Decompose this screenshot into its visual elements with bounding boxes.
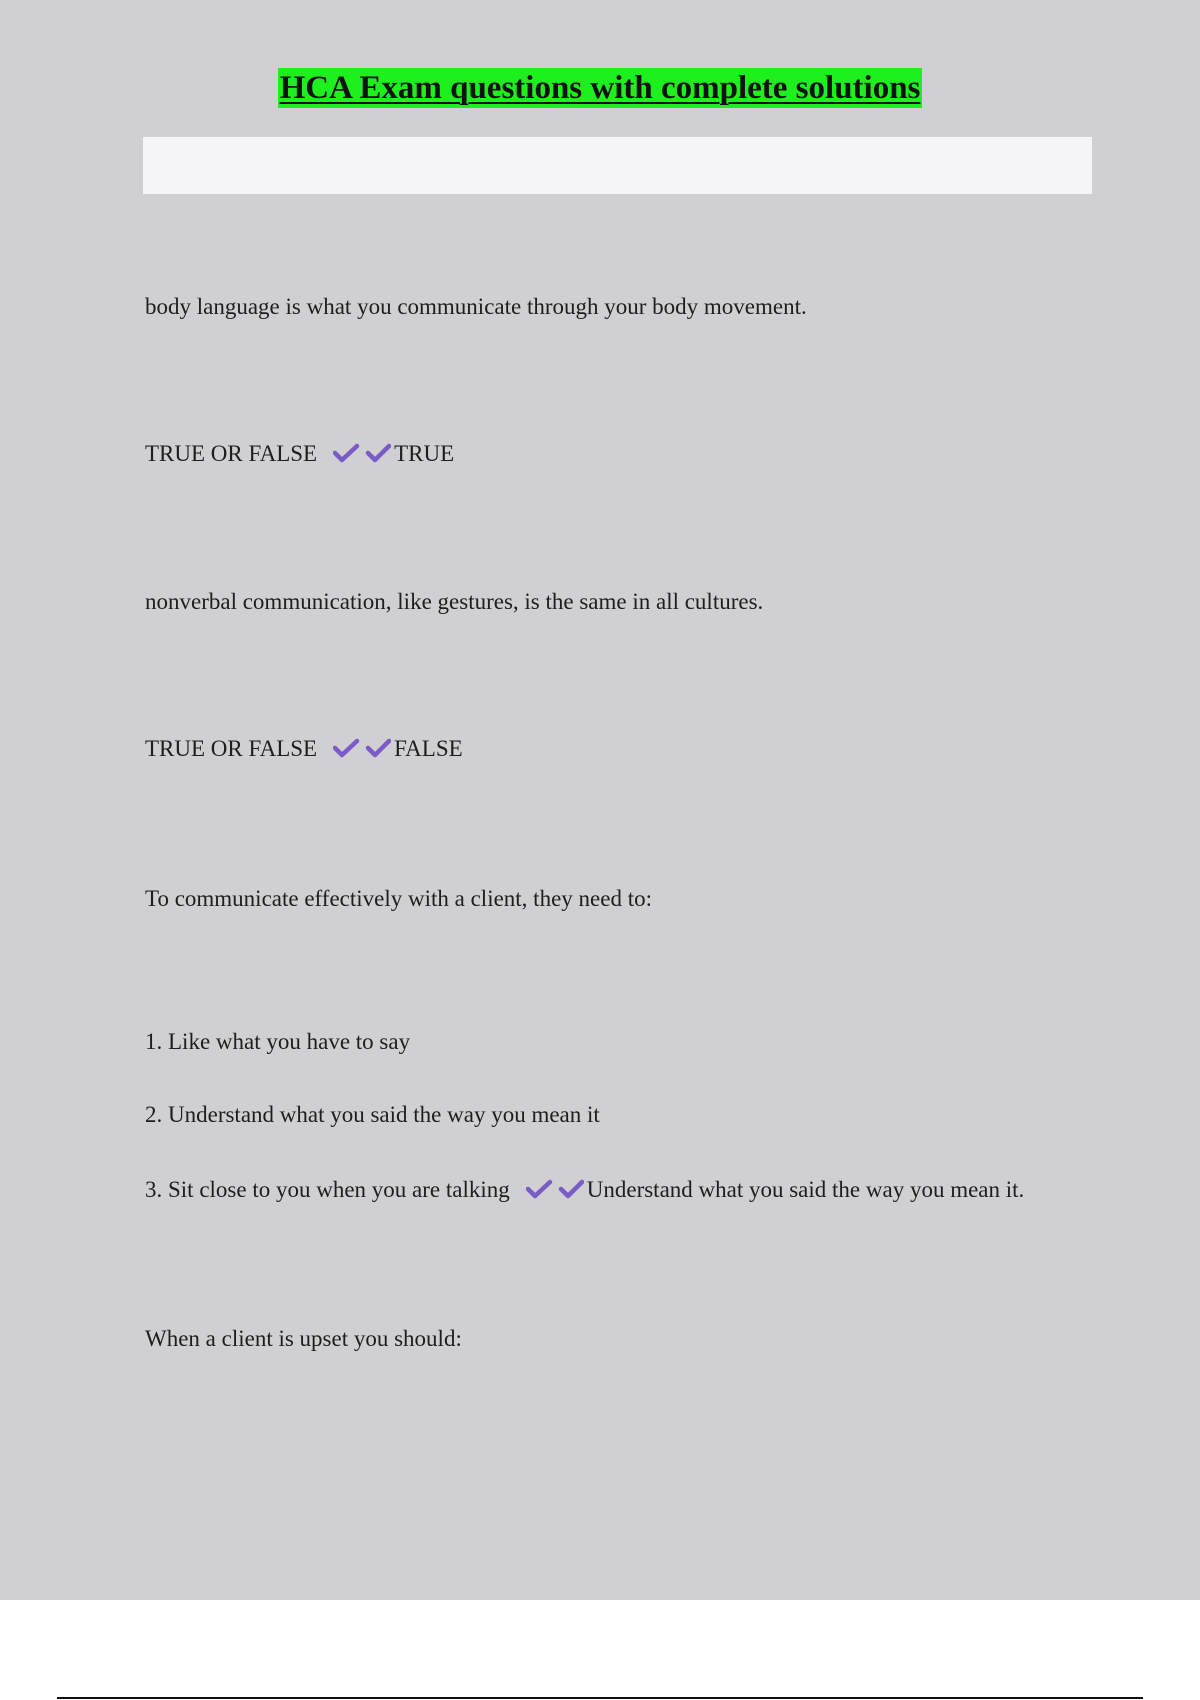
question-3-prompt: To communicate effectively with a client, they need to: xyxy=(145,886,652,911)
question-2-answer-line xyxy=(145,735,463,763)
question-3-option-1: 1. Like what you have to say xyxy=(145,1029,411,1054)
question-4-prompt: When a client is upset you should: xyxy=(145,1326,462,1351)
document-title: HCA Exam questions with complete solutions xyxy=(279,70,921,106)
question-2-answer: FALSE xyxy=(394,736,463,761)
question-1-answer: TRUE xyxy=(394,441,455,466)
title-container xyxy=(0,68,1200,108)
double-check-icon xyxy=(526,1178,584,1200)
question-3-option-3-answer-line xyxy=(145,1176,1024,1204)
double-check-icon xyxy=(333,442,391,464)
question-3-answer: Understand what you said the way you mean it. xyxy=(586,1177,1025,1202)
question-1-prompt: body language is what you communicate through your body movement. xyxy=(145,294,807,319)
footer-rule xyxy=(57,1697,1143,1699)
question-3-option-2: 2. Understand what you said the way you mean it xyxy=(145,1102,600,1127)
question-1-answer-line xyxy=(145,440,454,468)
question-1-answer-prefix: TRUE OR FALSE xyxy=(145,441,318,466)
question-2-answer-prefix: TRUE OR FALSE xyxy=(145,736,318,761)
double-check-icon xyxy=(333,737,391,759)
question-2-prompt: nonverbal communication, like gestures, is the same in all cultures. xyxy=(145,589,764,614)
banner-box xyxy=(143,137,1092,194)
question-3-option-3: 3. Sit close to you when you are talking xyxy=(145,1177,510,1202)
